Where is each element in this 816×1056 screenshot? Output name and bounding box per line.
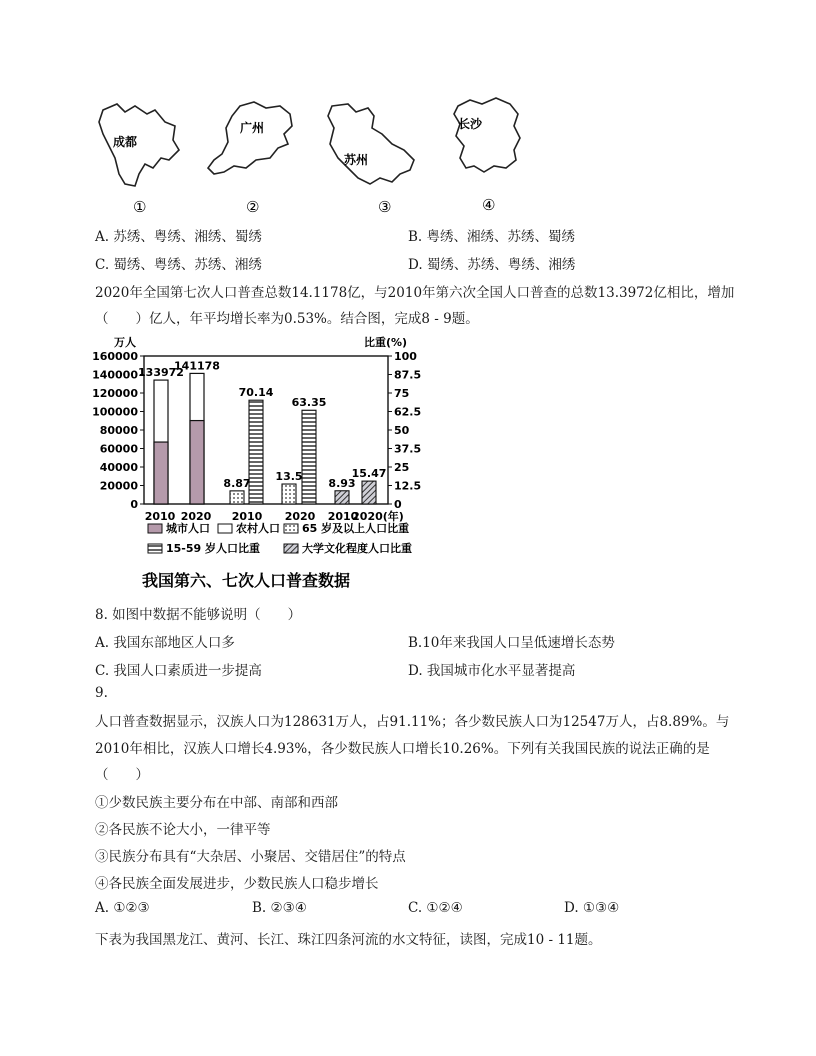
y-right-tick-label: 12.5 [394,479,422,493]
y-right-tick-label: 25 [394,461,410,474]
map-2 [200,98,310,218]
x-tick-label: 2020 [180,510,212,523]
y-left-tick-label: 140000 [92,368,138,382]
q9-statement-1: ①少数民族主要分布在中部、南部和西部 [95,795,338,811]
y-left-tick-label: 160000 [92,350,138,363]
y-left-tick-label: 0 [130,498,138,511]
q9-option-a: A. ①②③ [95,900,150,916]
urban-population-bar [154,442,168,504]
x-tick-label: 2010 [144,510,176,523]
q8-option-c: C. 我国人口素质进一步提高 [95,663,262,679]
age65-ratio-label: 13.5 [275,470,303,484]
q7-option-c: C. 蜀绣、粤绣、苏绣、湘绣 [95,257,262,273]
population-total-label: 133972 [138,366,184,380]
y-left-tick-label: 120000 [92,387,138,400]
y-left-tick-label: 40000 [99,461,138,474]
y-right-tick-label: 62.5 [394,405,422,419]
intro-8-9-line1: 2020年全国第七次人口普查总数14.1178亿，与2010年第六次全国人口普查的总数13.3972亿相比，增加 [95,285,735,301]
legend-swatch [218,524,232,533]
intro-10-11: 下表为我国黑龙江、黄河、长江、珠江四条河流的水文特征，读图，完成10 - 11题。 [95,932,602,948]
map-city-1: 成都 [113,135,138,149]
legend-label: 15-59 岁人口比重 [166,542,261,555]
q9-option-d: D. ①③④ [564,900,620,916]
y-left-tick-label: 100000 [92,405,138,419]
q8-option-d: D. 我国城市化水平显著提高 [408,663,576,679]
q9-line2: 2010年相比，汉族人口增长4.93%，各少数民族人口增长10.26%。下列有关我国民族的说法正确的是 [95,741,710,757]
university-ratio-label: 15.47 [351,467,387,481]
y-left-tick-label: 60000 [99,442,138,456]
y-right-tick-label: 87.5 [394,368,422,382]
x-tick-label: 2020 [284,510,316,523]
y-right-unit: 比重(%) [364,336,408,349]
q9-number: 9. [95,685,108,701]
university-ratio-bar [335,491,349,504]
map-number-1: ① [133,198,147,216]
q9-option-b: B. ②③④ [252,900,307,916]
population-total-label: 141178 [174,359,220,373]
urban-population-bar [190,421,204,504]
q9-statement-3: ③民族分布具有“大杂居、小聚居、交错居住”的特点 [95,849,406,865]
x-tick-label: 2010 [327,510,359,523]
legend-swatch [284,544,298,553]
x-tick-label: 2020(年) [352,510,404,523]
legend-label: 城市人口 [166,522,210,535]
q7-option-d: D. 蜀绣、苏绣、粤绣、湘绣 [408,257,576,273]
map-city-4: 长沙 [458,117,483,131]
map-1 [95,98,185,218]
age15-59-ratio-bar [249,400,263,504]
census-chart [92,332,432,594]
y-right-tick-label: 50 [394,424,410,437]
age65-ratio-label: 8.87 [223,476,251,490]
q7-option-a: A. 苏绣、粤绣、湘绣、蜀绣 [95,229,262,245]
x-tick-label: 2010 [231,510,263,523]
map-4 [444,94,534,214]
y-left-unit: 万人 [114,336,136,349]
map-3 [322,98,422,218]
q8-stem: 8. 如图中数据不能够说明（ ） [95,607,302,623]
legend-swatch [284,524,298,533]
map-number-3: ③ [378,198,392,216]
map-number-2: ② [246,198,260,216]
university-ratio-label: 8.93 [328,476,356,490]
q9-line1: 人口普查数据显示，汉族人口为128631万人，占91.11%；各少数民族人口为12547万人，占8.89%。与 [95,714,730,730]
age65-ratio-bar [282,484,296,504]
q9-statement-2: ②各民族不论大小，一律平等 [95,822,271,838]
legend-label: 农村人口 [236,522,280,535]
y-right-tick-label: 75 [394,387,410,400]
map-city-3: 苏州 [344,153,369,167]
q9-line3: （ ） [95,767,149,783]
y-right-tick-label: 100 [394,350,417,363]
university-ratio-bar [362,481,376,504]
age15-59-ratio-bar [302,410,316,504]
q8-option-a: A. 我国东部地区人口多 [95,635,235,651]
legend-swatch [148,524,162,533]
age15-59-ratio-label: 70.14 [238,386,274,400]
legend-swatch [148,544,162,553]
legend-label: 65 岁及以上人口比重 [302,522,410,535]
y-right-tick-label: 37.5 [394,442,422,456]
q9-option-c: C. ①②④ [408,900,463,916]
q7-option-b: B. 粤绣、湘绣、苏绣、蜀绣 [408,229,576,245]
age65-ratio-bar [230,491,244,504]
map-city-2: 广州 [240,121,265,135]
intro-8-9-line2: （ ）亿人，年平均增长率为0.53%。结合图，完成8 - 9题。 [95,311,479,327]
y-left-tick-label: 20000 [99,479,138,493]
y-right-tick-label: 0 [394,498,402,511]
age15-59-ratio-label: 63.35 [291,396,327,410]
q9-statement-4: ④各民族全面发展进步，少数民族人口稳步增长 [95,876,379,892]
y-left-tick-label: 80000 [99,424,138,437]
legend-label: 大学文化程度人口比重 [302,542,412,555]
q8-option-b: B.10年来我国人口呈低速增长态势 [408,635,615,651]
map-number-4: ④ [482,196,496,214]
chart-title: 我国第六、七次人口普查数据 [142,571,351,590]
